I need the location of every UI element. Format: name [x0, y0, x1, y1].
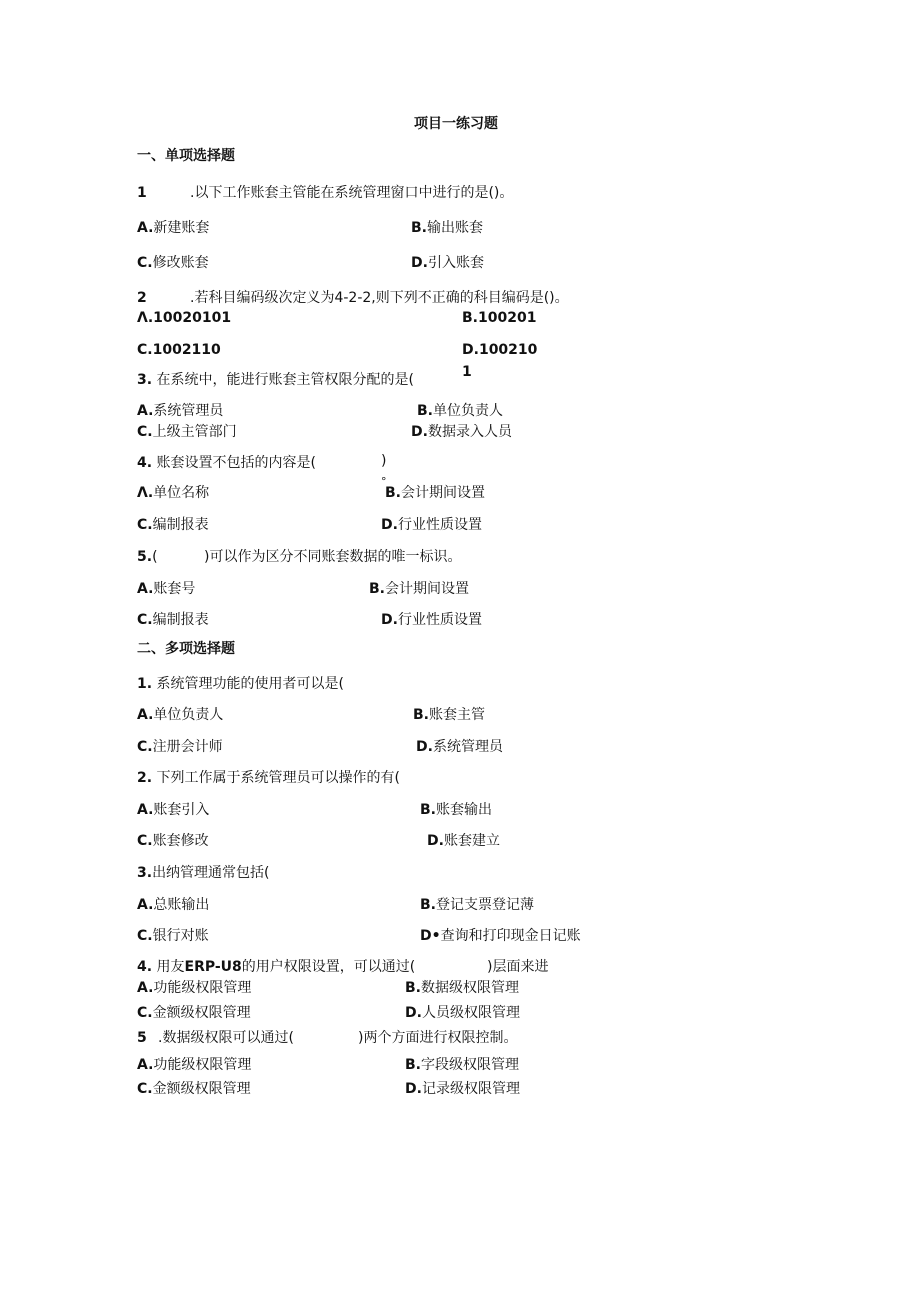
option-b: B.会计期间设置: [369, 581, 469, 597]
option-a: A.账套引入: [137, 802, 210, 818]
question-text: .若科目编码级次定义为4-2-2,则下列不正确的科目编码是()。: [190, 290, 569, 306]
option-a: Λ.10020101: [137, 310, 232, 326]
question-text: .以下工作账套主管能在系统管理窗口中进行的是()。: [190, 185, 514, 201]
option-c: C.银行对账: [137, 928, 209, 944]
option-c: C.上级主管部门: [137, 424, 237, 440]
question-number: 5: [137, 1030, 147, 1046]
option-b: B.登记支票登记薄: [420, 897, 534, 913]
question-number: 2: [137, 290, 147, 306]
option-b: B.数据级权限管理: [405, 980, 519, 996]
question-close-paren: ): [381, 453, 387, 469]
option-a: A.单位负责人: [137, 707, 224, 723]
option-d: D.系统管理员: [416, 739, 503, 755]
option-c: C.编制报表: [137, 517, 209, 533]
option-d: D.记录级权限管理: [405, 1081, 520, 1097]
question-text-rest: )可以作为区分不同账套数据的唯一标识。: [204, 549, 462, 565]
question-line: 3. 在系统中，能进行账套主管权限分配的是(: [137, 372, 414, 388]
question-line: 5.(: [137, 549, 158, 565]
question-text-rest: )层面来进: [487, 959, 549, 975]
option-c: C.账套修改: [137, 833, 209, 849]
section-heading-multiple-choice: 二、多项选择题: [137, 641, 235, 657]
section-heading-single-choice: 一、单项选择题: [137, 148, 235, 164]
option-d: D•查询和打印现金日记账: [420, 928, 581, 944]
option-b: B.账套主管: [413, 707, 485, 723]
option-a: A.功能级权限管理: [137, 1057, 252, 1073]
option-d: D.行业性质设置: [381, 612, 482, 628]
page-title: 项目一练习题: [414, 116, 498, 132]
option-a: A.总账输出: [137, 897, 210, 913]
option-d-wrap: 1: [462, 364, 472, 380]
option-d: D.账套建立: [427, 833, 500, 849]
option-c: C.金额级权限管理: [137, 1005, 251, 1021]
question-text-rest: )两个方面进行权限控制。: [358, 1030, 518, 1046]
question-line: 2. 下列工作属于系统管理员可以操作的有(: [137, 770, 400, 786]
option-a: A.新建账套: [137, 220, 210, 236]
option-d: D.引入账套: [411, 255, 484, 271]
option-b: B.输出账套: [411, 220, 483, 236]
question-line: 3.出纳管理通常包括(: [137, 865, 270, 881]
question-line: 1. 系统管理功能的使用者可以是(: [137, 676, 344, 692]
option-c: C.修改账套: [137, 255, 209, 271]
question-line: 4. 账套设置不包括的内容是(: [137, 455, 316, 471]
question-text: .数据级权限可以通过(: [158, 1030, 294, 1046]
question-line: 4. 用友ERP-U8的用户权限设置，可以通过(: [137, 959, 416, 975]
option-b: B.100201: [462, 310, 537, 326]
option-d: D.行业性质设置: [381, 517, 482, 533]
option-a: A.系统管理员: [137, 403, 224, 419]
option-b: B.字段级权限管理: [405, 1057, 519, 1073]
option-a: Λ.单位名称: [137, 485, 210, 501]
stray-mark: °: [381, 475, 387, 488]
question-number: 1: [137, 185, 147, 201]
option-c: C.注册会计师: [137, 739, 223, 755]
option-b: B.会计期间设置: [385, 485, 485, 501]
option-c: C.编制报表: [137, 612, 209, 628]
option-d: D.100210: [462, 342, 538, 358]
option-b: B.单位负责人: [417, 403, 503, 419]
option-b: B.账套输出: [420, 802, 492, 818]
option-a: A.账套号: [137, 581, 196, 597]
option-c: C.1002110: [137, 342, 221, 358]
option-d: D.数据录入人员: [411, 424, 512, 440]
option-d: D.人员级权限管理: [405, 1005, 520, 1021]
option-c: C.金额级权限管理: [137, 1081, 251, 1097]
option-a: A.功能级权限管理: [137, 980, 252, 996]
